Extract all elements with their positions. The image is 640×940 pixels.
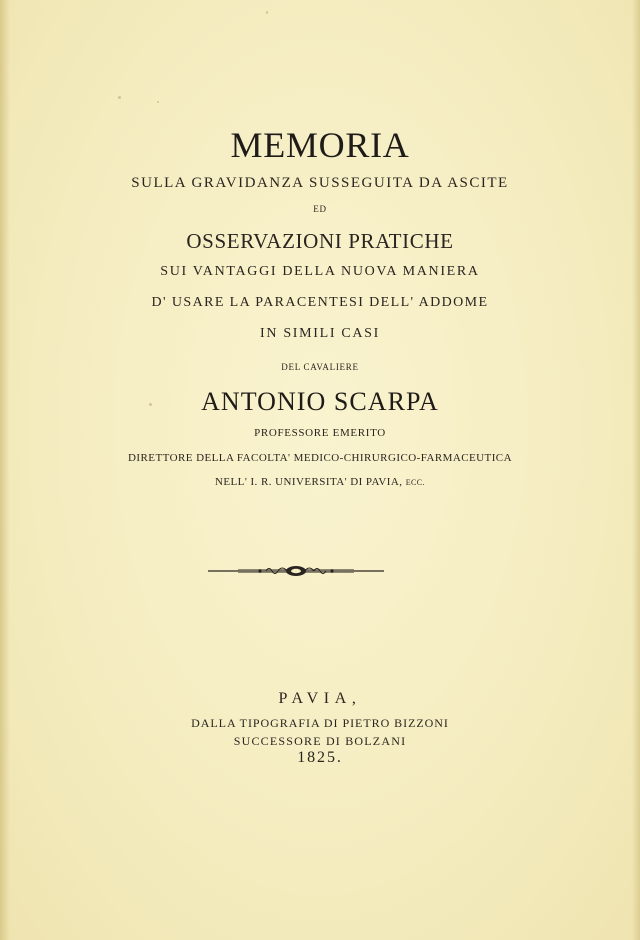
subtitle-line-3: D' USARE LA PARACENTESI DELL' ADDOME [151, 295, 489, 310]
subtitle-line-1: SULLA GRAVIDANZA SUSSEGUITA DA ASCITE [131, 175, 509, 191]
main-title: MEMORIA [230, 125, 410, 165]
author-title-1: PROFESSORE EMERITO [254, 427, 386, 439]
author-title-3 [0, 476, 640, 488]
imprint-successor: SUCCESSORE DI BOLZANI [233, 734, 407, 748]
imprint-printer: DALLA TIPOGRAFIA DI PIETRO BIZZONI [191, 716, 449, 730]
author-title-3-main: NELL' I. R. UNIVERSITA' DI PAVIA, [214, 476, 403, 488]
typographic-rule-ornament-icon [208, 564, 384, 578]
paper-speck [266, 11, 268, 14]
author-prefix: DEL CAVALIERE [281, 362, 359, 372]
subtitle-line-4: IN SIMILI CASI [260, 326, 380, 341]
author-title-3-abbrev: ECC. [405, 478, 426, 487]
paper-speck [118, 96, 121, 99]
second-title: OSSERVAZIONI PRATICHE [186, 229, 454, 253]
conjunction: ED [313, 204, 327, 214]
imprint-year: 1825. [297, 749, 343, 766]
subtitle-line-2: SUI VANTAGGI DELLA NUOVA MANIERA [160, 264, 480, 279]
author-name: ANTONIO SCARPA [201, 387, 439, 416]
author-title-2: DIRETTORE DELLA FACOLTA' MEDICO-CHIRURGICO-FARMACEUTICA [128, 452, 512, 464]
paper-speck [157, 101, 159, 103]
imprint-city: PAVIA, [278, 690, 362, 707]
